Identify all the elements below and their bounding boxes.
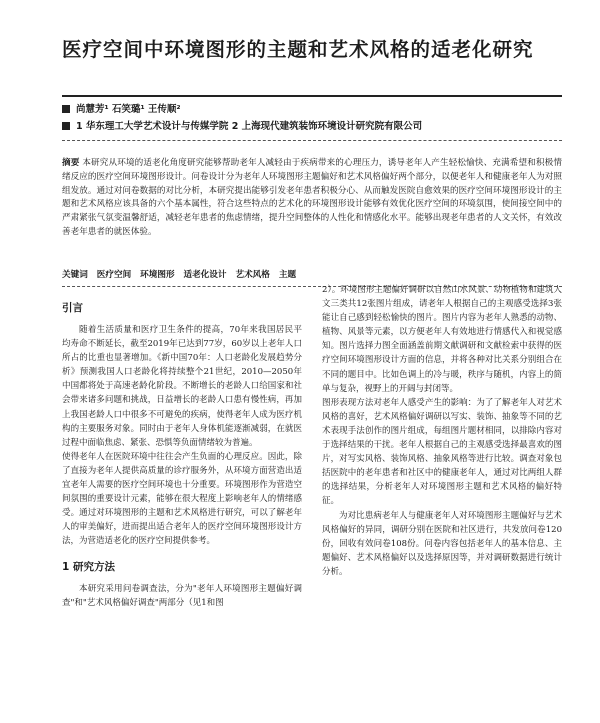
right-column [322, 283, 562, 579]
keywords-label: 关键词 [62, 270, 88, 280]
left-column [62, 300, 302, 610]
affiliations: 1 华东理工大学艺术设计与传媒学院 2 上海现代建筑装饰环境设计研究院有限公司 [76, 121, 423, 132]
method-paragraph-1: 本研究采用问卷调查法，分为"老年人环境图形主题偏好调查"和"艺术风格偏好调查"两部分（见1和图 [62, 583, 302, 608]
intro-paragraph-1: 随着生活质量和医疗卫生条件的提高，70年来我国居民平均寿命不断延长，截至2019年已达到77岁，60岁以上老年人口所占的比重也显著增加。《新中国70年：人口老龄化发展趋势分析》预测我国人口老龄化将持续整个21世纪，2010—2050年中国都将处于高速老龄化阶段。不断增长的老龄人口给国家和社会带来诸多问题和挑战，日益增长的老龄人口患有慢性病，再加上我国老龄人口中很多不可避免的疾病，使得老年人成为医疗机构的主要服务对象。同时由于老年人身体机能逐渐减弱，在就医过程中面临焦虑、紧张、恐惧等负面情绪较为普遍。 [62, 325, 302, 448]
author-line [62, 101, 181, 115]
intro-heading: 引言 [62, 302, 83, 314]
keywords-text: 医疗空间 环境图形 适老化设计 艺术风格 主题 [96, 270, 297, 280]
bullet-square-icon [62, 122, 70, 130]
intro-paragraph-2: 使得老年人在医院环境中往往会产生负面的心理反应。因此，除了直接为老年人提供高质量的诊疗服务外，从环境方面营造出适宜老年人需要的医疗空间环境也十分重要。环境图形作为营造空间氛围的重要设计元素，能够在很大程度上影响老年人的情绪感受。通过对环境图形的主题和艺术风格进行研究，可以了解老年人的审美偏好，进而提出适合老年人的医疗空间环境图形设计方法，为营造适老化的医疗空间提供参考。 [62, 451, 302, 547]
abstract-label: 摘要 [62, 158, 80, 168]
authors: 尚慧芳¹ 石笑璐¹ 王传顺² [76, 104, 181, 115]
right-paragraph-1: 2）。环境图形主题偏好调研以自然山水风景、动物植物和建筑人文三类共12张图片组成，请老年人根据自己的主观感受选择3张能让自己感到轻松愉快的图片。图片内容为老年人熟悉的动物、植物、风景等元素，以方便老年人有效地进行情感代入和视觉感知。图片选择力图全面涵盖前期文献调研和文献检索中获得的医疗空间环境图形设计方面的信息，并将各种对比关系分别组合在不同的题目中。比如色调上的冷与暖，秩序与随机，内容上的简单与复杂，视野上的开阔与封闭等。 [322, 285, 562, 394]
right-paragraph-3: 为对比患病老年人与健康老年人对环境图形主题偏好与艺术风格偏好的异同，调研分别在医院和社区进行，共发放问卷120份，回收有效问卷108份。问卷内容包括老年人的基本信息、主题偏好、艺术风格偏好以及选择原因等，并对调研数据进行统计分析。 [322, 510, 562, 577]
abstract-text: 本研究从环境的适老化角度研究能够帮助老年人减轻由于疾病带来的心理压力，诱导老年人产生轻松愉快、充满希望和积极情绪反应的医疗空间环境图形设计。问卷设计分为老年人环境图形主题偏好和艺术风格偏好两个部分，以便老年人和健康老年人为对照组发放。通过对问卷数据的对比分析，本研究提出能够引发老年患者积极分心、从而触发医院自愈效果的医疗空间环境图形设计的主题和艺术风格应该具备的六个基本属性，符合这些特点的艺术化的环境图形设计能够有效优化医疗空间的环境氛围，使间接空间中的严肃紧张气氛变温馨舒适，减轻老年患者的焦虑情绪，提升空间整体的人性化和情感化水平。能够出现老年患者的人文关怀，有效改善老年患者的就医体验。 [62, 158, 562, 237]
article-title: 医疗空间中环境图形的主题和艺术风格的适老化研究 [62, 38, 534, 61]
bullet-square-icon [62, 105, 70, 113]
right-paragraph-2: 图形表现方法对老年人感受产生的影响：为了了解老年人对艺术风格的喜好，艺术风格偏好调研以写实、装饰、抽象等不同的艺术表现手法创作的图片组成，每组图片题材相同，以排除内容对于选择结果的干扰。老年人根据自己的主观感受选择最喜欢的图片，对写实风格、装饰风格、抽象风格等进行比较。调查对象包括医院中的老年患者和社区中的健康老年人，通过对比两组人群的选择结果，分析老年人对环境图形主题和艺术风格的偏好特征。 [322, 397, 562, 507]
header-divider [62, 140, 562, 141]
keywords [62, 268, 562, 280]
title-rule [62, 95, 562, 97]
abstract [62, 157, 562, 240]
affiliation-line [62, 118, 422, 132]
method-heading: 1 研究方法 [62, 560, 115, 573]
